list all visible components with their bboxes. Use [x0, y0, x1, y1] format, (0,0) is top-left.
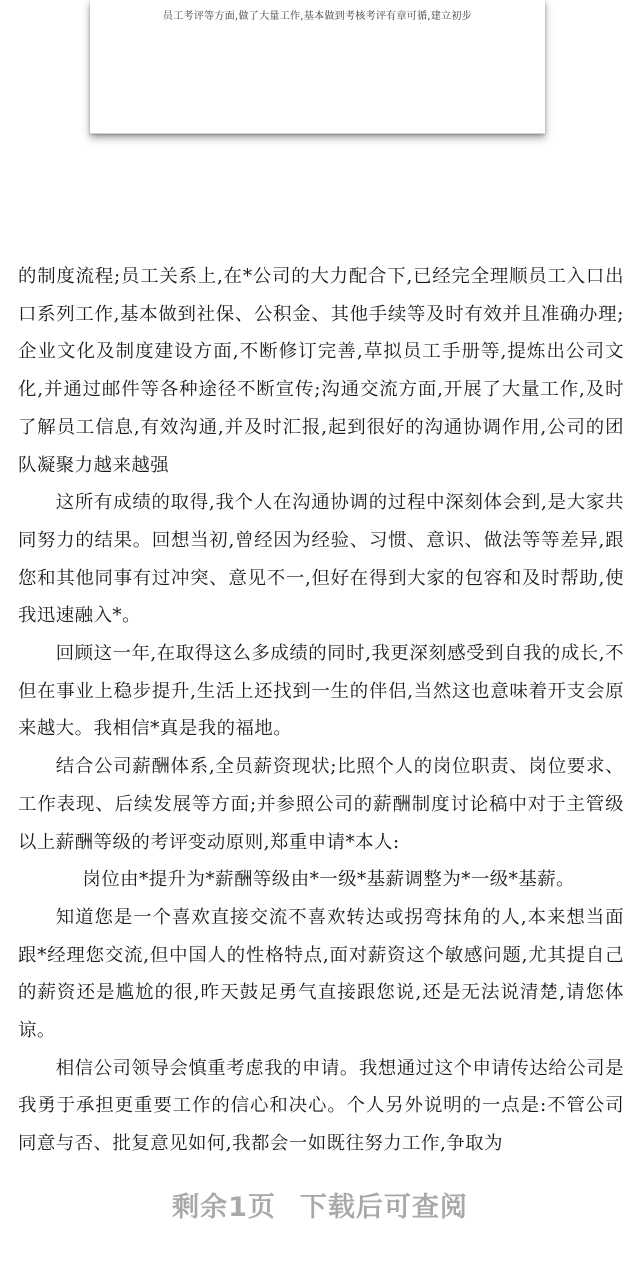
paragraph-request: 岗位由*提升为*薪酬等级由*一级*基薪调整为*一级*基薪。 [82, 869, 576, 891]
download-to-view-label[interactable]: 下载后可查阅 [299, 1192, 468, 1223]
paragraph: 知道您是一个喜欢直接交流不喜欢转达或拐弯抹角的人,本来想当面跟*经理您交流,但中国人的性格特点,面对薪资这个敏感问题,尤其提自己的薪资还是尴尬的很,昨天鼓足勇气直接跟您说,还是无法说清楚,请您体谅。 [18, 906, 624, 1042]
paragraph: 相信公司领导会慎重考虑我的申请。我想通过这个申请传达给公司是我勇于承担更重要工作的信心和决心。个人另外说明的一点是:不管公司同意与否、批复意见如何,我都会一如既往努力工作,争取为 [18, 1057, 624, 1155]
document-body [18, 258, 624, 1163]
paragraph: 回顾这一年,在取得这么多成绩的同时,我更深刻感受到自我的成长,不但在事业上稳步提升,生活上还找到一生的伴侣,当然这也意味着开支会原来越大。我相信*真是我的福地。 [18, 643, 624, 740]
paragraph: 结合公司薪酬体系,全员薪资现状;比照个人的岗位职责、岗位要求、工作表现、后续发展等方面;并参照公司的薪酬制度讨论稿中对于主管级以上薪酬等级的考评变动原则,郑重申请*本人: [18, 756, 624, 853]
previous-page-preview [90, 0, 545, 134]
download-prompt[interactable] [0, 1185, 640, 1224]
paragraph-continuation: 的制度流程;员工关系上,在*公司的大力配合下,已经完全理顺员工入口出口系列工作,基本做到社保、公积金、其他手续等及时有效并且准确办理;企业文化及制度建设方面,不断修订完善,草拟员工手册等,提炼出公司文化,并通过邮件等各种途径不断宣传;沟通交流方面,开展了大量工作,及时了解员工信息,有效沟通,并及时汇报,起到很好的沟通协调作用,公司的团队凝聚力越来越强 [18, 266, 624, 476]
paragraph: 这所有成绩的取得,我个人在沟通协调的过程中深刻体会到,是大家共同努力的结果。回想当初,曾经因为经验、习惯、意识、做法等等差异,跟您和其他同事有过冲突、意见不一,但好在得到大家的包容和及时帮助,使我迅速融入*。 [18, 492, 624, 627]
preview-text: 员工考评等方面,做了大量工作,基本做到考核考评有章可循,建立初步 [162, 11, 473, 22]
remaining-pages-label[interactable]: 剩余1页 [172, 1192, 276, 1223]
